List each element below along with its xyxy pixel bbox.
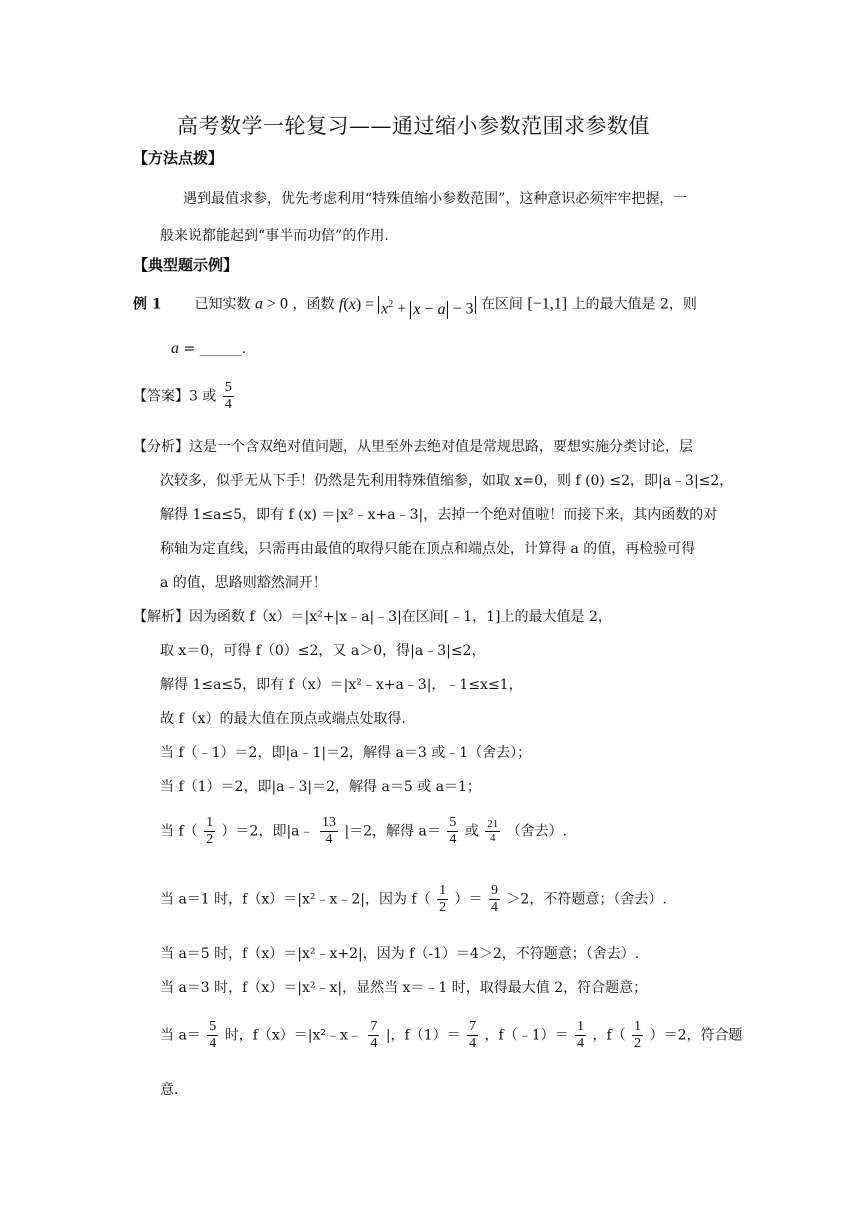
method-text-line-2: 般来说都能起到“事半而功倍”的作用. [160,228,389,244]
example-label: 例 1 [133,296,162,313]
solution-line-2: 取 x＝0，可得 f（0）≤2，又 a＞0，得|a﹣3|≤2， [160,643,486,659]
answer-value: 3 或 [189,388,217,405]
analysis-line-4: 称轴为定直线，只需再由最值的取得只能在顶点和端点处，计算得 a 的值，再检验可得 [160,541,696,557]
example-text-c: 在区间 [480,296,523,313]
solution-line-8: 当 a＝1 时，f（x）＝|x²﹣x﹣2|，因为 f（ $\frac{1}{2}$ ）＝ $\frac{9}{4}$ ＞2，不符题意；（舍去）. [160,883,667,916]
solution-line-9: 当 a＝5 时，f（x）＝|x²﹣x+2|，因为 f（-1）＝4＞2，不符题意；（舍去）. [160,946,640,962]
interval-expression: [−1,1] [527,295,568,313]
solution-line-1: 【解析】因为函数 f（x）＝|x²+|x﹣a|﹣3|在区间[﹣1，1]上的最大值是 2， [133,609,612,625]
analysis-label: 【分析】 [133,439,189,455]
example-text-b: ，函数 [292,296,335,313]
analysis-line-3: 解得 1≤a≤5，即有 f (x) ＝|x²﹣x+a﹣3|，去掉一个绝对值啦！而接下来，其内函数的对 [160,507,718,523]
solution-line-4: 故 f（x）的最大值在顶点或端点处取得. [160,711,406,727]
math-a-gt-0: a [254,295,263,313]
answer-label: 【答案】 [133,388,189,405]
solution-line-12: 意. [160,1082,179,1098]
solution-line-11: 当 a＝ $\frac{5}{4}$ 时，f（x）＝|x²﹣x﹣ $\frac{7}{4}$ |，f（1）＝ $\frac{7}{4}$ ，f（﹣1）＝ $\frac{1}{4}$ ，f（ $\frac{1}{2}$ ）＝2，符合题 [160,1019,743,1052]
section-method-heading: 【方法点拨】 [133,149,224,167]
blank-line: = ______. [183,341,247,357]
analysis-line-1: 【分析】这是一个含双绝对值问题，从里至外去绝对值是常规思路，要想实施分类讨论，层 [133,439,693,455]
analysis-line-2: 次较多，似乎无从下手！仍然是先利用特殊值缩参，如取 x=0，则 f (0) ≤2，即|a﹣3|≤2， [160,473,734,489]
example-1-blank: a = ______. [171,340,247,357]
example-text-d: 上的最大值是 2，则 [571,296,697,313]
analysis-line-5: a 的值，思路则豁然洞开！ [160,575,327,591]
page-title: 高考数学一轮复习——通过缩小参数范围求参数值 [177,114,650,138]
answer-line [133,380,236,413]
solution-line-10: 当 a＝3 时，f（x）＝|x²﹣x|，显然当 x＝﹣1 时，取得最大值 2，符合题意； [160,980,648,996]
solution-line-5: 当 f（﹣1）＝2，即|a﹣1|＝2，解得 a＝3 或﹣1（舍去）； [160,745,532,761]
answer-fraction: $\frac{5}{4}$ [224,380,232,413]
example-text-a: 已知实数 [194,296,251,313]
example-1-line: 例 1 已知实数 a > 0 ，函数 $f(x) = x^2 + x - a - 3$ 在区间 [−1,1] 上的最大值是 2，则 [133,295,697,318]
section-examples-heading: 【典型题示例】 [133,256,239,274]
solution-label: 【解析】 [133,609,189,625]
solution-line-6: 当 f（1）＝2，即|a﹣3|＝2，解得 a＝5 或 a＝1； [160,779,481,795]
solution-line-7: 当 f（ $\frac{1}{2}$ ）＝2，即|a﹣ $\frac{13}{4}$ |＝2，解得 a＝ $\frac{5}{4}$ 或 $\frac{21}{4}$ （舍去）. [160,815,568,848]
solution-line-3: 解得 1≤a≤5，即有 f（x）＝|x²﹣x+a﹣3|，﹣1≤x≤1， [160,677,523,693]
function-expression: $f(x) = x^2 + x - a - 3$ [339,296,477,313]
method-text-line-1: 遇到最值求参，优先考虑利用“特殊值缩小参数范围”，这种意识必须牢牢把握，一 [183,191,688,207]
